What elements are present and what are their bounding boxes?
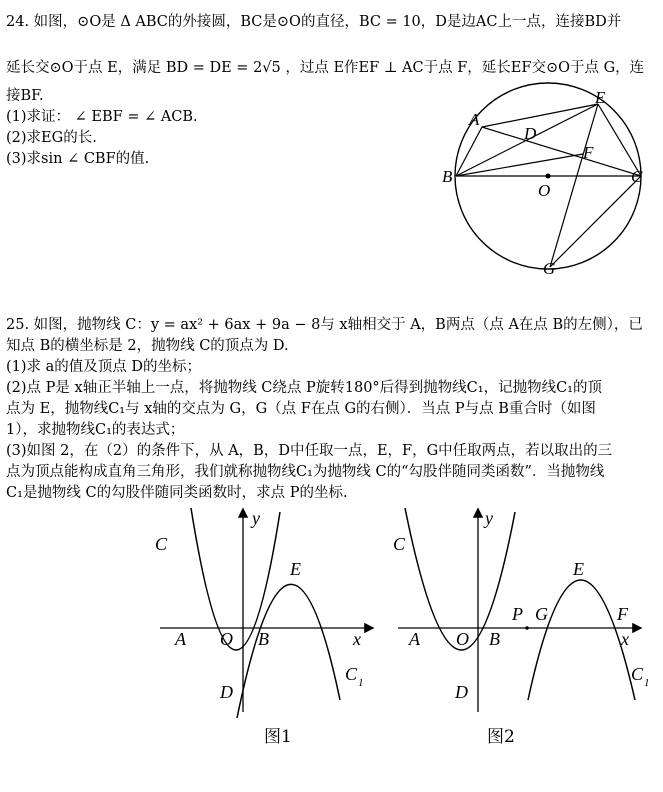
p24-line-2: 延长交⊙O于点 E，满足 BD = DE = 2√5 ，过点 E作EF ⊥ AC于点 F，延长EF交⊙O于点 G，连 [6,60,645,76]
fig2-C1-sub: 1 [644,677,650,689]
p25-line-9: C₁是抛物线 C的勾股伴随同类函数时，求点 P的坐标. [6,485,348,501]
fig1-C1-sub: 1 [358,677,364,689]
p25-line-8: 点为顶点能构成直角三角形，我们就称抛物线C₁为抛物线 C的“勾股伴随同类函数”．当抛物线 [6,464,605,480]
label-O: O [538,181,551,200]
p24-line-4: (1)求证： ∠ EBF = ∠ ACB. [6,109,198,125]
label-C: C [631,167,643,186]
fig2-P: P [512,604,523,624]
fig1-caption: 图1 [264,727,292,747]
fig2-C: C [393,534,406,554]
fig2-G: G [535,604,548,624]
fig2-B: B [489,629,500,649]
p25-line-4: (2)点 P是 x轴正半轴上一点，将抛物线 C绕点 P旋转180°后得到抛物线C₁，记抛物线C₁的顶 [6,380,602,396]
label-E: E [595,88,606,107]
fig1-O: O [220,629,233,649]
p25-line-3: (1)求 a的值及顶点 D的坐标； [6,359,202,375]
label-G: G [543,259,556,278]
label-A: A [469,110,480,129]
label-F: F [583,143,594,162]
p25-line-7: (3)如图 2，在（2）的条件下，从 A，B，D中任取一点，E，F，G中任取两点，若以取出的三 [6,443,613,459]
fig2-C1: C [631,664,644,684]
label-D: D [524,124,537,143]
fig1-y: y [252,508,260,528]
p24-line-1: 24. 如图，⊙O是 Δ ABC的外接圆，BC是⊙O的直径，BC = 10，D是边AC上一点，连接BD并 [6,14,622,30]
fig2-O: O [456,629,469,649]
label-B: B [442,167,453,186]
fig1-E: E [290,559,301,579]
fig1-B: B [258,629,269,649]
p25-line-1: 25. 如图，抛物线 C：y = ax² + 6ax + 9a − 8与 x轴相交于 A，B两点（点 A在点 B的左侧），已 [6,317,643,333]
p25-line-2: 知点 B的横坐标是 2，抛物线 C的顶点为 D. [6,338,289,354]
fig2-x: x [621,629,629,649]
fig1-C1: C [345,664,358,684]
fig1-C: C [155,534,168,554]
fig2-A: A [409,629,420,649]
fig2-caption: 图2 [487,727,515,747]
fig2-F: F [617,604,628,624]
fig1-D: D [220,682,233,702]
p24-line-6: (3)求sin ∠ CBF的值. [6,151,150,167]
p25-line-6: 1），求抛物线C₁的表达式； [6,422,185,438]
p25-line-5: 点为 E，抛物线C₁与 x轴的交点为 G，G（点 F在点 G的右侧）．当点 P与点 B重合时（如图 [6,401,596,417]
fig1-A: A [175,629,186,649]
fig2-D: D [455,682,468,702]
fig2-E: E [573,559,584,579]
fig1-x: x [353,629,361,649]
p24-line-3: 接BF. [6,88,44,104]
p24-line-5: (2)求EG的长. [6,130,97,146]
fig2-y: y [485,508,493,528]
